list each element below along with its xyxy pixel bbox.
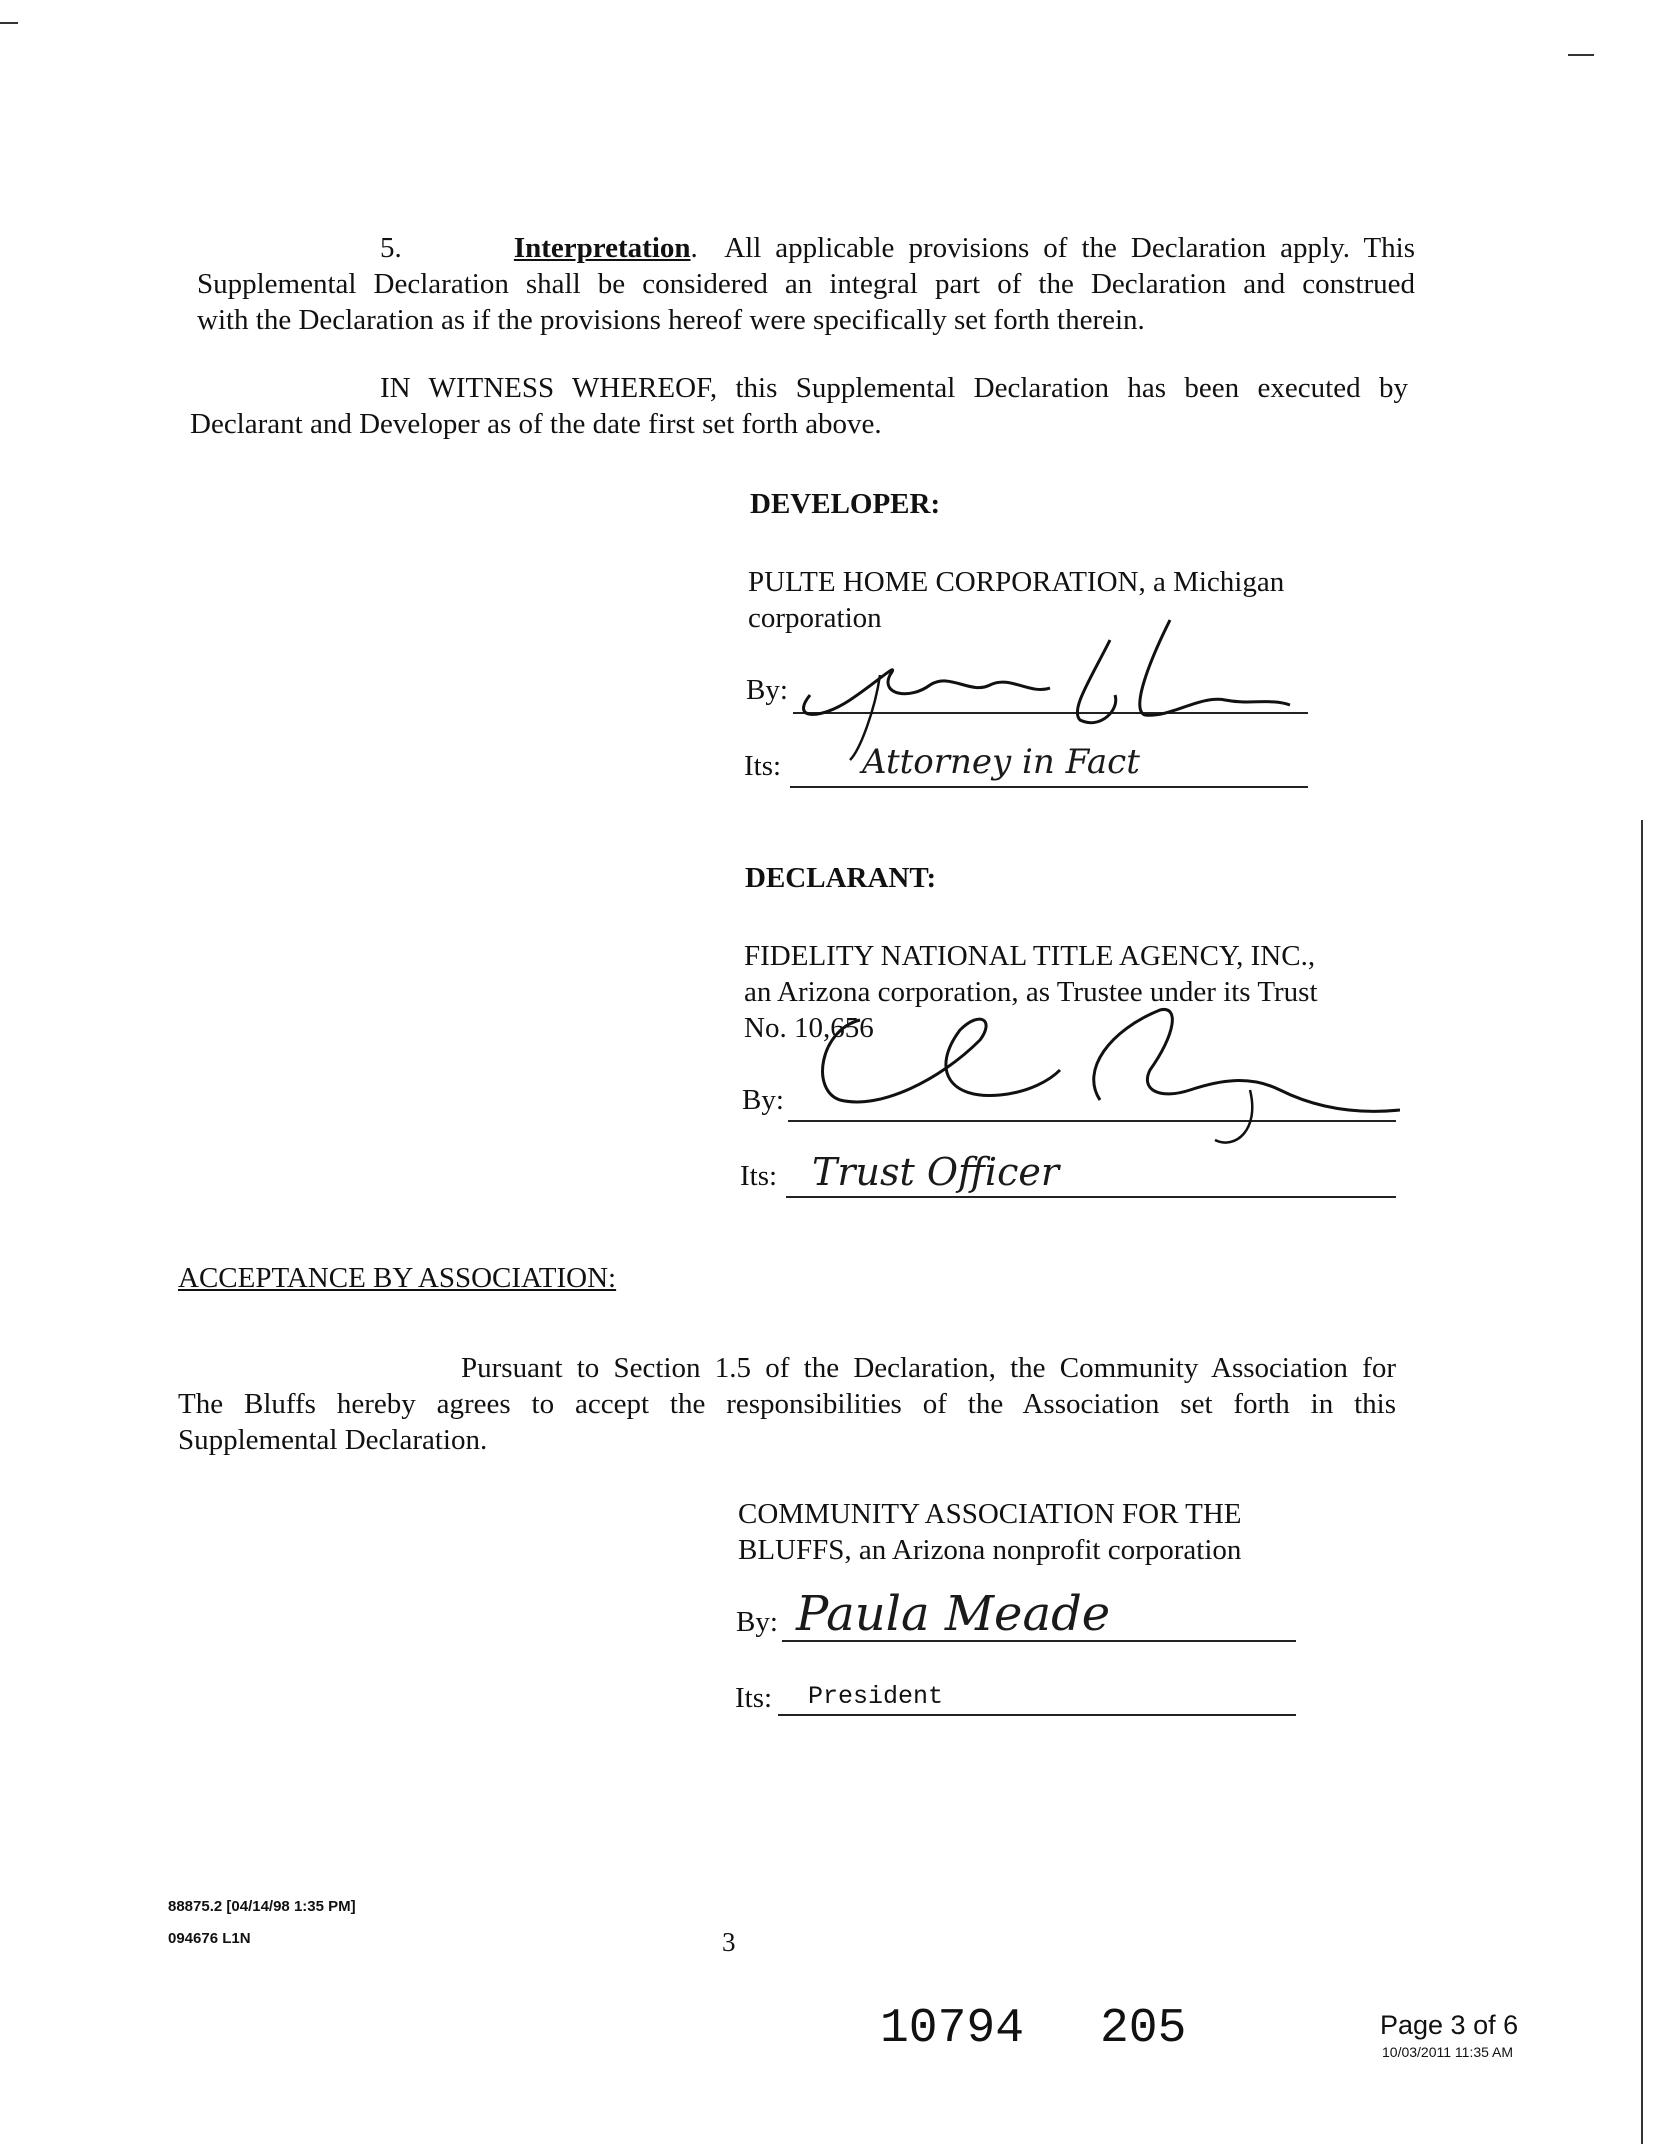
association-line1: COMMUNITY ASSOCIATION FOR THE [738, 1498, 1242, 1530]
declarant-line1: FIDELITY NATIONAL TITLE AGENCY, INC., [744, 940, 1316, 972]
association-its-value: President [808, 1682, 944, 1711]
acceptance-line3: Supplemental Declaration. [178, 1424, 488, 1456]
recording-page-number: 205 [1100, 2002, 1187, 2056]
association-its-line [778, 1714, 1296, 1716]
section-number: 5. [380, 232, 402, 264]
section5-line1: All applicable provisions of the Declaration apply. This [724, 232, 1416, 264]
declarant-line3: No. 10,656 [744, 1012, 874, 1044]
developer-line2: corporation [748, 602, 882, 634]
declarant-heading: DECLARANT: [745, 862, 937, 894]
acceptance-line1: Pursuant to Section 1.5 of the Declaration, the Community Association for [461, 1352, 1396, 1384]
recording-book-number: 10794 [880, 2002, 1025, 2056]
acceptance-line2: The Bluffs hereby agrees to accept the responsibilities of the Association set forth in this [178, 1388, 1396, 1420]
footer-doc-id: 88875.2 [04/14/98 1:35 PM] [168, 1898, 356, 1915]
developer-its-label: Its: [744, 750, 782, 782]
developer-its-value: Attorney in Fact [862, 742, 1140, 782]
section-heading: Interpretation [513, 232, 691, 264]
developer-by-label: By: [746, 674, 788, 706]
declarant-its-label: Its: [740, 1160, 778, 1192]
witness-line2: Declarant and Developer as of the date first set forth above. [190, 408, 882, 440]
association-signature: Paula Meade [796, 1586, 1111, 1642]
section5-paragraph: 5. Interpretation. All applicable provisions of the Declaration apply. This Supplemental Declaration shall be considered an integral part of the Declaration and construed with the Declaration as if the provisions hereof were specifically set forth therein. [197, 232, 1416, 336]
developer-its-line [790, 786, 1308, 788]
section5-line2: Supplemental Declaration shall be considered an integral part of the Declaration and construed [197, 268, 1415, 300]
scan-mark-top-right [1568, 54, 1594, 56]
declarant-its-value: Trust Officer [812, 1150, 1059, 1194]
declarant-its-line [786, 1196, 1396, 1198]
acceptance-paragraph [178, 1350, 1396, 1458]
developer-heading: DEVELOPER: [750, 488, 941, 520]
association-by-label: By: [736, 1606, 778, 1638]
scan-edge-right [1641, 820, 1643, 2144]
acceptance-heading: ACCEPTANCE BY ASSOCIATION: [178, 1262, 617, 1294]
witness-paragraph [190, 370, 1408, 442]
section5-line3: with the Declaration as if the provisions hereof were specifically set forth therein. [197, 304, 1145, 336]
declarant-line2: an Arizona corporation, as Trustee under its Trust [744, 976, 1318, 1008]
association-its-label: Its: [735, 1682, 773, 1714]
footer-doc-code: 094676 L1N [168, 1930, 251, 1947]
developer-line1: PULTE HOME CORPORATION, a Michigan [748, 566, 1285, 598]
scan-mark-top-left [0, 22, 18, 24]
declarant-signature [780, 980, 1400, 1150]
witness-line1: IN WITNESS WHEREOF, this Supplemental Declaration has been executed by [380, 372, 1408, 404]
association-line2: BLUFFS, an Arizona nonprofit corporation [738, 1534, 1242, 1566]
footer-page-number: 3 [722, 1927, 736, 1957]
footer-timestamp: 10/03/2011 11:35 AM [1382, 2044, 1514, 2060]
footer-page-of: Page 3 of 6 [1380, 2010, 1519, 2040]
association-entity [738, 1496, 1338, 1568]
declarant-by-label: By: [742, 1084, 784, 1116]
